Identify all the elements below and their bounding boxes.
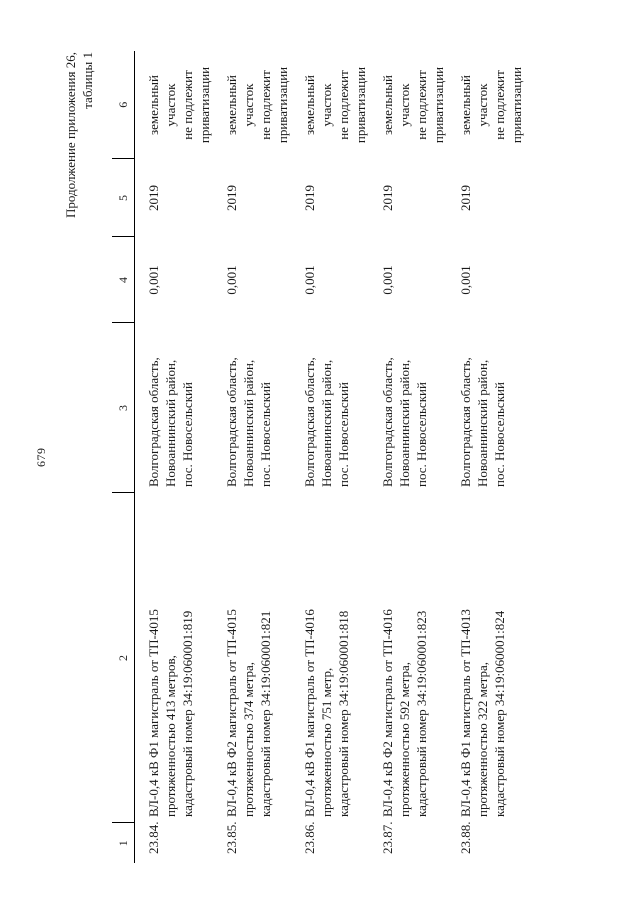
note-line: земельный <box>146 75 161 135</box>
note-line: земельный <box>224 75 239 135</box>
address-line: пос. Новосельский <box>258 382 273 487</box>
table-row <box>447 51 525 863</box>
desc-line: протяженностью 413 метров, <box>163 655 178 817</box>
note-line: не подлежит <box>258 70 273 140</box>
table-row <box>213 51 291 863</box>
header-cell-4: 4 <box>112 237 135 323</box>
note-line: не подлежит <box>492 70 507 140</box>
object-year: 2019 <box>146 185 161 211</box>
desc-line: ВЛ-0,4 кВ Ф1 магистраль от ТП-4016 <box>302 609 317 817</box>
address-line: Волгоградская область, <box>380 357 395 487</box>
address-line: Волгоградская область, <box>458 357 473 487</box>
row-number: 23.84. <box>146 821 161 854</box>
header-cell-3: 3 <box>112 323 135 493</box>
object-address <box>447 323 525 493</box>
address-line: пос. Новосельский <box>414 382 429 487</box>
address-line: Новоаннинский район, <box>397 359 412 487</box>
data-table <box>112 51 525 863</box>
object-description <box>135 493 214 823</box>
object-area: 0,001 <box>458 265 473 295</box>
note-line: не подлежит <box>336 70 351 140</box>
address-line: Новоаннинский район, <box>475 359 490 487</box>
note-line: приватизации <box>431 66 446 144</box>
desc-line: ВЛ-0,4 кВ Ф2 магистраль от ТП-4015 <box>224 609 239 817</box>
header-row <box>112 51 135 863</box>
object-year: 2019 <box>224 185 239 211</box>
desc-line: протяженностью 751 метр, <box>319 667 334 817</box>
header-cell-1: 1 <box>112 823 135 863</box>
table-row <box>369 51 447 863</box>
address-line: пос. Новосельский <box>180 382 195 487</box>
object-address <box>213 323 291 493</box>
object-area: 0,001 <box>224 265 239 295</box>
address-line: Новоаннинский район, <box>241 359 256 487</box>
table-row <box>135 51 214 863</box>
desc-line: протяженностью 592 метра, <box>397 661 412 817</box>
note-line: участок <box>319 83 334 127</box>
table-caption <box>62 52 96 218</box>
address-line: Волгоградская область, <box>146 357 161 487</box>
address-line: Волгоградская область, <box>302 357 317 487</box>
note-line: приватизации <box>275 66 290 144</box>
note-line: участок <box>475 83 490 127</box>
note-line: не подлежит <box>414 70 429 140</box>
note-line: земельный <box>380 75 395 135</box>
object-note <box>291 51 369 159</box>
page-number: 679 <box>34 447 48 467</box>
object-area: 0,001 <box>146 265 161 295</box>
address-line: Новоаннинский район, <box>319 359 334 487</box>
desc-line: кадастровый номер 34:19:060001:819 <box>180 610 195 817</box>
desc-line: ВЛ-0,4 кВ Ф1 магистраль от ТП-4015 <box>146 609 161 817</box>
object-description <box>291 493 369 823</box>
object-description <box>213 493 291 823</box>
caption-line-1: Продолжение приложения 26, <box>63 52 78 219</box>
header-cell-2: 2 <box>112 493 135 823</box>
note-line: участок <box>163 83 178 127</box>
note-line: участок <box>241 83 256 127</box>
address-line: Волгоградская область, <box>224 357 239 487</box>
desc-line: кадастровый номер 34:19:060001:823 <box>414 610 429 817</box>
object-address <box>369 323 447 493</box>
object-note <box>213 51 291 159</box>
address-line: пос. Новосельский <box>492 382 507 487</box>
row-number: 23.87. <box>380 821 395 854</box>
desc-line: кадастровый номер 34:19:060001:818 <box>336 610 351 817</box>
header-cell-5: 5 <box>112 159 135 237</box>
object-note <box>135 51 214 159</box>
note-line: не подлежит <box>180 70 195 140</box>
object-address <box>291 323 369 493</box>
object-area: 0,001 <box>302 265 317 295</box>
note-line: участок <box>397 83 412 127</box>
table-row <box>291 51 369 863</box>
desc-line: ВЛ-0,4 кВ Ф2 магистраль от ТП-4016 <box>380 609 395 817</box>
note-line: земельный <box>458 75 473 135</box>
header-cell-6: 6 <box>112 51 135 159</box>
object-address <box>135 323 214 493</box>
object-year: 2019 <box>302 185 317 211</box>
desc-line: кадастровый номер 34:19:060001:821 <box>258 610 273 817</box>
caption-line-2: таблицы 1 <box>80 52 95 109</box>
object-description <box>369 493 447 823</box>
desc-line: протяженностью 322 метра, <box>475 661 490 817</box>
object-note <box>369 51 447 159</box>
object-area: 0,001 <box>380 265 395 295</box>
row-number: 23.86. <box>302 821 317 854</box>
row-number: 23.85. <box>224 821 239 854</box>
note-line: приватизации <box>509 66 524 144</box>
object-note <box>447 51 525 159</box>
address-line: Новоаннинский район, <box>163 359 178 487</box>
address-line: пос. Новосельский <box>336 382 351 487</box>
note-line: приватизации <box>197 66 212 144</box>
desc-line: протяженностью 374 метра, <box>241 661 256 817</box>
note-line: приватизации <box>353 66 368 144</box>
object-year: 2019 <box>458 185 473 211</box>
note-line: земельный <box>302 75 317 135</box>
desc-line: кадастровый номер 34:19:060001:824 <box>492 610 507 817</box>
object-year: 2019 <box>380 185 395 211</box>
object-description <box>447 493 525 823</box>
desc-line: ВЛ-0,4 кВ Ф1 магистраль от ТП-4013 <box>458 609 473 817</box>
row-number: 23.88. <box>458 821 473 854</box>
